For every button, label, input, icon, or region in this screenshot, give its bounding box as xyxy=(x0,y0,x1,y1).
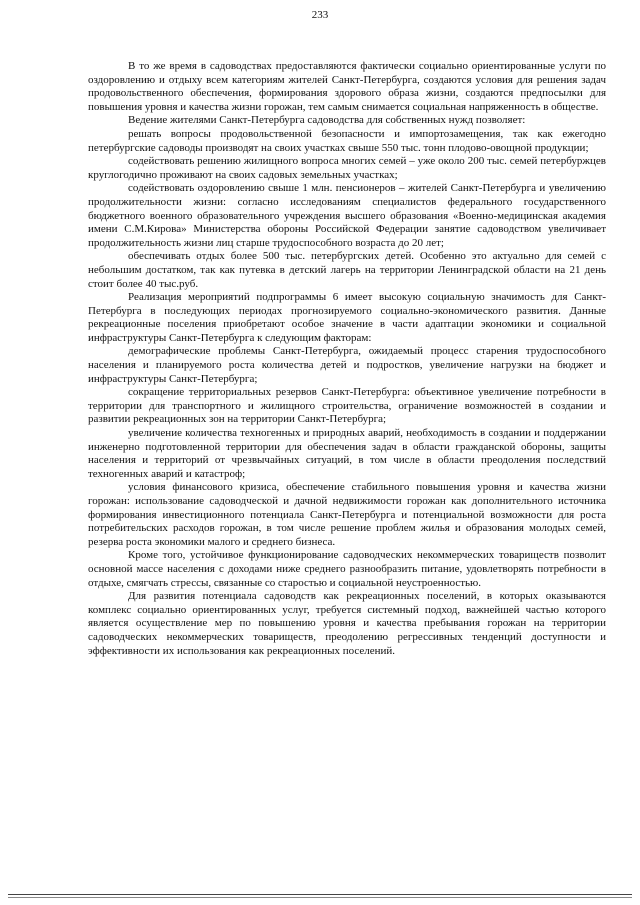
paragraph: Для развития потенциала садоводств как рекреационных поселений, в которых оказываются комплекс социально ориентированных услуг, требуется системный подход, важнейшей частью которого является осуществление мер по повышению уровня и качества пребывания горожан на территории садоводческих некоммерческих товариществ, преодолению регрессивных тенденций доступности и эффективности их использования как рекреационных поселений. xyxy=(88,590,606,657)
list-item: обеспечивать отдых более 500 тыс. петербургских детей. Особенно это актуально для семей с небольшим достатком, так как путевка в детский лагерь на территории Ленинградской области на 21 день стоит более 40 тыс.руб. xyxy=(88,250,606,290)
list-item: содействовать решению жилищного вопроса многих семей – уже около 200 тыс. семей петербуржцев круглогодично проживают на своих садовых земельных участках; xyxy=(88,155,606,181)
scan-edge-line xyxy=(8,897,632,898)
list-item: демографические проблемы Санкт-Петербурга, ожидаемый процесс старения трудоспособного населения и планируемого роста количества детей и подростков, увеличение нагрузки на бюджет и инфраструктуры Санкт-Петербурга; xyxy=(88,345,606,385)
list-item: условия финансового кризиса, обеспечение стабильного повышения уровня и качества жизни горожан: использование садоводческой и дачной недвижимости горожан как дополнительного источника формирования инвестиционного потенциала Санкт-Петербурга и потенциальной возможности для роста потребительских расходов горожан, в том числе решение проблем жилья и образования молодых семей, резерва роста экономики малого и среднего бизнеса. xyxy=(88,481,606,548)
page-number: 233 xyxy=(311,9,329,21)
list-item: сокращение территориальных резервов Санкт-Петербурга: объективное увеличение потребности в территории для транспортного и жилищного строительства, ограничение возможностей в создании и развитии рекреационных зон на территории Санкт-Петербурга; xyxy=(88,386,606,426)
paragraph: В то же время в садоводствах предоставляются фактически социально ориентированные услуги по оздоровлению и отдыху всем категориям жителей Санкт-Петербурга, создаются условия для решения задач продовольственного обеспечения, формирования здорового образа жизни, создаются предпосылки для повышения уровня и качества жизни горожан, тем самым снимается социальная напряженность в обществе. xyxy=(88,60,606,113)
document-body xyxy=(88,60,606,658)
list-item: увеличение количества техногенных и природных аварий, необходимость в создании и поддержании инженерно подготовленной территории для обеспечения задач в области гражданской обороны, защиты населения и территорий от чрезвычайных ситуаций, в том числе в области преодоления последствий техногенных аварий и катастроф; xyxy=(88,427,606,480)
paragraph: Реализация мероприятий подпрограммы 6 имеет высокую социальную значимость для Санкт-Петербурга в последующих периодах прогнозируемого социально-экономического развития. Данные рекреационные поселения приобретают особое значение в части адаптации экономики и социальной инфраструктуры Санкт-Петербурга к следующим факторам: xyxy=(88,291,606,344)
list-item: решать вопросы продовольственной безопасности и импортозамещения, так как ежегодно петербургские садоводы производят на своих участках свыше 550 тыс. тонн плодово-овощной продукции; xyxy=(88,127,606,154)
scan-edge-line xyxy=(8,894,632,895)
list-item: содействовать оздоровлению свыше 1 млн. пенсионеров – жителей Санкт-Петербурга и увеличению продолжительности жизни: согласно исследованиям специалистов федерального государственного бюджетного военного образовательного учреждения высшего образования «Военно-медицинская академия имени С.М.Кирова» Министерства обороны Российской Федерации занятие садоводством увеличивает продолжительность жизни лиц старше трудоспособного возраста до 20 лет; xyxy=(88,182,606,249)
paragraph: Кроме того, устойчивое функционирование садоводческих некоммерческих товариществ позволит основной массе населения с доходами ниже среднего разнообразить питание, удовлетворять потребности в отдыхе, смягчать стрессы, связанные со старостью и социальной неустроенностью. xyxy=(88,549,606,589)
paragraph: Ведение жителями Санкт-Петербурга садоводства для собственных нужд позволяет: xyxy=(128,114,526,127)
